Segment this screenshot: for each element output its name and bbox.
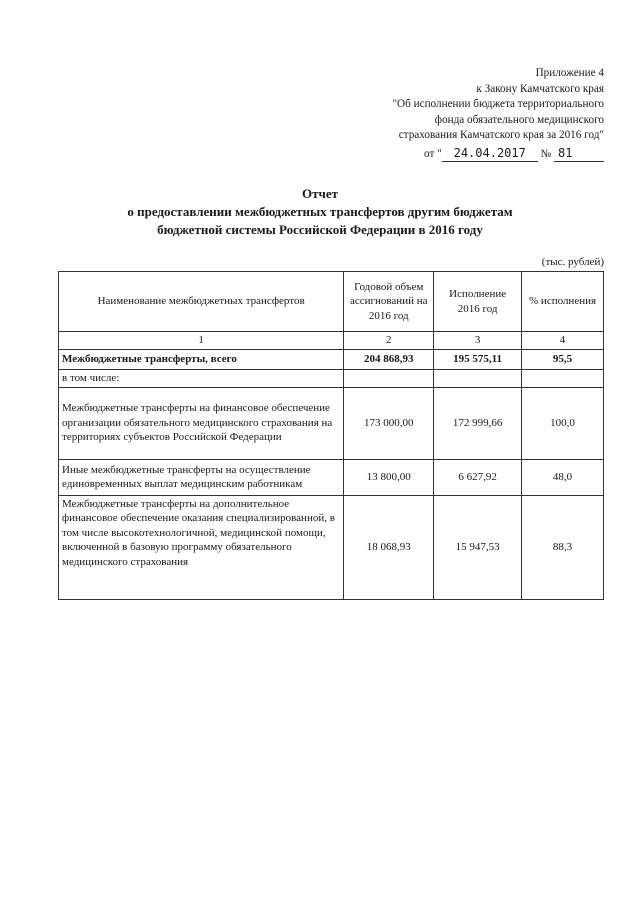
header-plan: Годовой объем ассигнований на 2016 год	[344, 272, 434, 332]
document-date: 24.04.2017	[442, 146, 538, 163]
row-name: Иные межбюджетные трансферты на осуществление единовременных выплат медицинским работникам	[59, 459, 344, 495]
title-line: бюджетной системы Российской Федерации в 2016 году	[157, 222, 483, 237]
row-plan: 13 800,00	[344, 459, 434, 495]
table-row	[59, 495, 604, 599]
column-number-row	[59, 332, 604, 350]
appendix-line: "Об исполнении бюджета территориального	[392, 98, 604, 110]
row-fact: 15 947,53	[434, 495, 522, 599]
table-row	[59, 387, 604, 459]
header-row	[59, 272, 604, 332]
row-plan: 173 000,00	[344, 387, 434, 459]
header-percent: % исполнения	[522, 272, 604, 332]
appendix-header	[392, 66, 604, 162]
appendix-line: страхования Камчатского края за 2016 год"	[398, 129, 604, 141]
row-percent: 100,0	[522, 387, 604, 459]
number-sign: №	[540, 147, 552, 160]
row-fact: 6 627,92	[434, 459, 522, 495]
header-fact: Исполнение 2016 год	[434, 272, 522, 332]
row-name: Межбюджетные трансферты на дополнительное финансовое обеспечение оказания специализированной, в том числе высокотехнологичной, медицинской помощи, включенной в базовую программу обязательного медицинского страхования	[59, 495, 344, 599]
row-plan: 204 868,93	[344, 349, 434, 369]
table-row	[59, 349, 604, 369]
column-number: 4	[522, 332, 604, 350]
row-percent: 88,3	[522, 495, 604, 599]
date-line	[392, 146, 604, 163]
table-row	[59, 369, 604, 387]
header-name: Наименование межбюджетных трансфертов	[59, 272, 344, 332]
report-title	[0, 185, 640, 239]
row-percent: 95,5	[522, 349, 604, 369]
row-fact: 195 575,11	[434, 349, 522, 369]
column-number: 1	[59, 332, 344, 350]
appendix-line: фонда обязательного медицинского	[434, 113, 604, 126]
row-fact: 172 999,66	[434, 387, 522, 459]
row-plan	[344, 369, 434, 387]
column-number: 2	[344, 332, 434, 350]
title-line: Отчет	[302, 186, 338, 201]
appendix-line: Приложение 4	[535, 67, 604, 79]
row-name: Межбюджетные трансферты, всего	[59, 349, 344, 369]
appendix-line: к Закону Камчатского края	[476, 82, 604, 95]
title-line: о предоставлении межбюджетных трансфертов другим бюджетам	[127, 204, 513, 219]
row-fact	[434, 369, 522, 387]
date-prefix: от "	[424, 147, 442, 160]
row-percent: 48,0	[522, 459, 604, 495]
units-label: (тыс. рублей)	[541, 256, 604, 268]
document-number: 81	[554, 146, 604, 163]
row-name: Межбюджетные трансферты на финансовое обеспечение организации обязательного медицинского страхования на территориях субъектов Российской Федерации	[59, 387, 344, 459]
column-number: 3	[434, 332, 522, 350]
row-plan: 18 068,93	[344, 495, 434, 599]
row-percent	[522, 369, 604, 387]
table-row	[59, 459, 604, 495]
row-name: в том числе:	[59, 369, 344, 387]
transfers-table	[58, 271, 604, 600]
